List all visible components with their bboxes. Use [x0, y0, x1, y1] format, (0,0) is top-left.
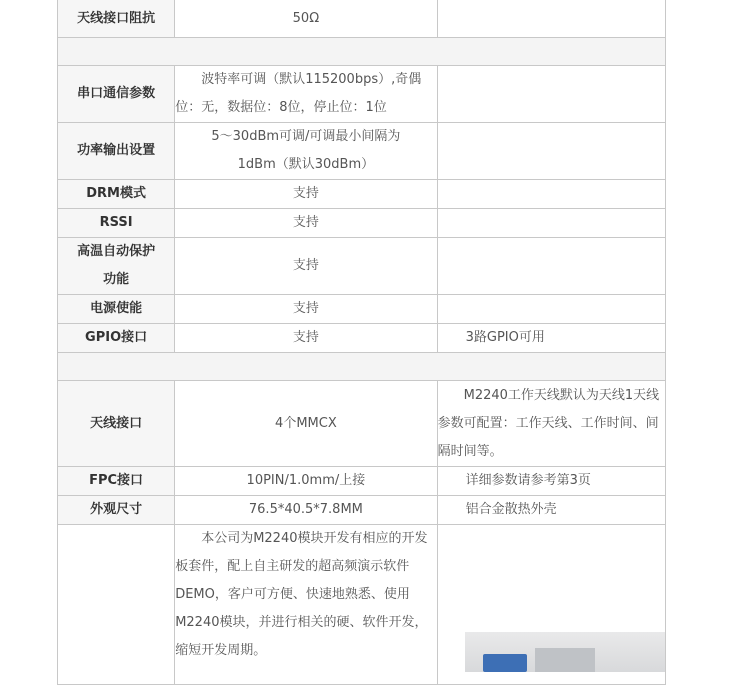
row-label: 高温自动保护功能 [58, 238, 175, 295]
product-board [483, 654, 527, 672]
row-value: 10PIN/1.0mm/上接 [175, 467, 437, 496]
table-row [58, 295, 666, 324]
row-label: 天线接口 [58, 381, 175, 467]
row-note [437, 66, 665, 123]
product-photo [465, 632, 665, 672]
table-row [58, 324, 666, 353]
row-value [175, 66, 437, 123]
table-row [58, 381, 666, 467]
row-note [437, 209, 665, 238]
row-label: 外观尺寸 [58, 496, 175, 525]
row-value: 支持 [175, 295, 437, 324]
row-label: 串口通信参数 [58, 66, 175, 123]
devkit-paragraph: 本公司为M2240模块开发有相应的开发板套件，配上自主研发的超高频演示软件DEMO，客户可方便、快速地熟悉、使用M2240模块，并进行相关的硬、软件开发，缩短开发周期。 [175, 531, 428, 658]
table-row [58, 123, 666, 180]
spacer-row [58, 353, 666, 381]
row-label: 电源使能 [58, 295, 175, 324]
spacer-row [58, 38, 666, 66]
row-value: 支持 [175, 238, 437, 295]
row-value: 支持 [175, 209, 437, 238]
table-row [58, 66, 666, 123]
row-note [437, 381, 665, 467]
row-value: 5～30dBm可调/可调最小间隔为1dBm（默认30dBm） [175, 123, 437, 180]
spacer-cell [58, 353, 666, 381]
spacer-cell [58, 38, 666, 66]
row-note [437, 295, 665, 324]
row-value-text: 波特率可调（默认115200bps）,奇偶位：无，数据位：8位，停止位：1位 [175, 72, 422, 115]
row-note: 3路GPIO可用 [437, 324, 665, 353]
row-label: RSSI [58, 209, 175, 238]
devkit-text-cell [175, 525, 437, 685]
product-module [535, 648, 595, 672]
row-label: 功率输出设置 [58, 123, 175, 180]
row-note: 铝合金散热外壳 [437, 496, 665, 525]
table-row [58, 467, 666, 496]
row-label: DRM模式 [58, 180, 175, 209]
table-row [58, 238, 666, 295]
table-row [58, 496, 666, 525]
table-row [58, 0, 666, 38]
row-label: FPC接口 [58, 467, 175, 496]
row-note: 详细参数请参考第3页 [437, 467, 665, 496]
row-value: 支持 [175, 180, 437, 209]
row-note-text: M2240工作天线默认为天线1天线参数可配置：工作天线、工作时间、间隔时间等。 [437, 387, 660, 459]
row-note [437, 180, 665, 209]
row-value: 50Ω [175, 0, 437, 38]
row-value: 支持 [175, 324, 437, 353]
spec-table [57, 0, 666, 685]
row-note [437, 123, 665, 180]
row-value: 76.5*40.5*7.8MM [175, 496, 437, 525]
table-row [58, 209, 666, 238]
row-label: 天线接口阻抗 [58, 0, 175, 38]
row-label: GPIO接口 [58, 324, 175, 353]
devkit-label-cell [58, 525, 175, 685]
table-row [58, 180, 666, 209]
row-value: 4个MMCX [175, 381, 437, 467]
row-note [437, 0, 665, 38]
row-note [437, 238, 665, 295]
